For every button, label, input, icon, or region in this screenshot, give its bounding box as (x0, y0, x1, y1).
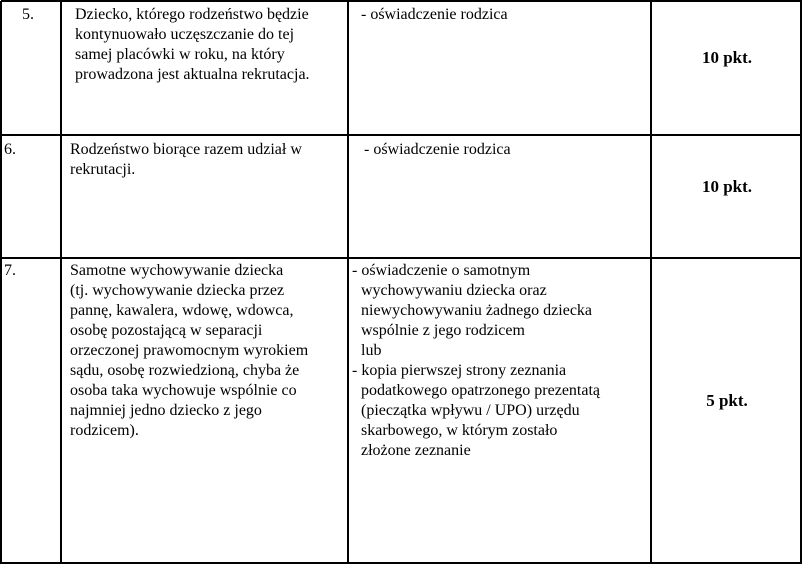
criterion-line: rekrutacji. (70, 161, 136, 178)
points-value: 10 pkt. (701, 177, 753, 196)
criterion-line: prowadzona jest aktualna rekrutacja. (75, 66, 310, 83)
document-line: podatkowego opatrzonego prezentatą (361, 382, 601, 399)
document-line: - oświadczenie o samotnym (352, 262, 531, 279)
document-line: wspólnie z jego rodzicem (361, 322, 525, 339)
criterion-line: Rodzeństwo biorące razem udział w (70, 141, 302, 158)
criterion-line: Dziecko, którego rodzeństwo będzie (75, 6, 309, 23)
document-line: - oświadczenie rodzica (364, 141, 511, 158)
points-value: 10 pkt. (701, 48, 753, 67)
table-border-left (0, 1, 2, 564)
criterion-line: sądu, osobę rozwiedzioną, chyba że (70, 362, 300, 379)
points-value: 5 pkt. (706, 391, 748, 410)
row-divider (1, 134, 802, 136)
table-border-bottom (1, 562, 802, 564)
document-line: (pieczątka wpływu / UPO) urzędu (361, 402, 580, 419)
criterion-line: orzeczonej prawomocnym wyrokiem (70, 342, 309, 359)
document-line: skarbowego, w którym zostało (361, 422, 558, 439)
table-border-top (1, 0, 802, 2)
document-line: lub (361, 342, 382, 359)
criterion-line: osoba taka wychowuje wspólnie co (70, 382, 297, 399)
column-divider (650, 1, 652, 564)
row-divider (1, 257, 802, 259)
document-line: - kopia pierwszej strony zeznania (352, 362, 567, 379)
row-number: 5. (22, 6, 34, 23)
criterion-line: samej placówki w roku, na który (75, 46, 285, 63)
row-number: 7. (4, 262, 16, 279)
document-line: wychowywaniu dziecka oraz (361, 282, 547, 299)
criterion-line: Samotne wychowywanie dziecka (70, 262, 284, 279)
criterion-line: kontynuowało uczęszczanie do tej (75, 26, 295, 43)
criterion-line: osobę pozostającą w separacji (70, 322, 263, 339)
criterion-line: pannę, kawalera, wdowę, wdowca, (70, 302, 294, 319)
criterion-line: najmniej jedno dziecko z jego (70, 402, 262, 419)
document-line: złożone zeznanie (361, 442, 471, 459)
row-number: 6. (4, 141, 16, 158)
column-divider (60, 1, 62, 564)
document-line: - oświadczenie rodzica (361, 6, 508, 23)
column-divider (347, 1, 349, 564)
table-border-right (800, 1, 802, 564)
criterion-line: (tj. wychowywanie dziecka przez (70, 282, 285, 299)
criterion-line: rodzicem). (70, 422, 139, 439)
document-line: niewychowywaniu żadnego dziecka (361, 302, 593, 319)
